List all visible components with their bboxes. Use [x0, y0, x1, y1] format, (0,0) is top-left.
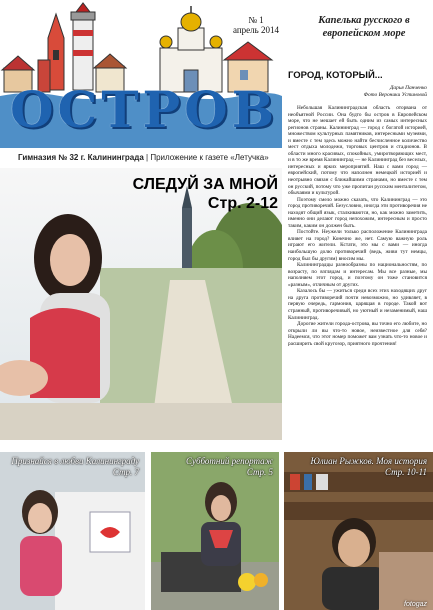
article-paragraph: Постойте. Неужели только расположение Калининграда влияет на город? Конечно же, нет. Самую важную роль играют его жители. Кстати, это мы с вами — иногда наибольшую долю противоречий (ведь, живи тут немцы, город был бы другим) вносим мы.	[288, 229, 427, 262]
article-paragraph: Казалось бы — ужиться среди всех этих находящих друг на друга противоречий почти невозможно, но удивляет, в первую очередь, гармония, царящая в городе. Такой вот странный, противоречивый, но уютный и незаменимый, наш Калининград.	[288, 288, 427, 321]
thumbnail-story-title: Юлиан Рыжков. Моя история	[310, 456, 427, 466]
thumbnail-love-caption	[9, 456, 139, 478]
lighthouse-icon	[71, 3, 95, 90]
cover-headline-pages: Стр. 2-12	[207, 195, 278, 212]
article-body	[288, 105, 427, 347]
thumbnail-love-title: Признайся в любви Калининграду	[11, 456, 139, 466]
thumbnail-report[interactable]	[151, 452, 279, 610]
thumbnail-report-pages: Стр. 5	[246, 467, 273, 477]
supplement-label: Приложение к газете «Летучка»	[150, 153, 269, 162]
editorial-article	[288, 70, 427, 347]
cover-headline-title: СЛЕДУЙ ЗА МНОЙ	[132, 176, 278, 193]
article-paragraph: Дорогие жители города-острова, вы точно его любите, но открыли ли вы что-то новое, неизвестное для себя? Надеемся, что этот номер поможет вам узнать что-то новое и расширить свой кругозор, приятного прочтения!	[288, 321, 427, 347]
thumbnail-story-caption	[287, 456, 427, 478]
issue-date: апрель 2014	[232, 25, 280, 35]
author: Дарья Панченко	[389, 85, 427, 91]
photo-credit: Фото Вероники Устиновой	[363, 92, 427, 98]
thumbnail-report-title: Субботний репортаж	[185, 456, 273, 466]
school-name: Гимназия № 32 г. Калининграда	[18, 153, 144, 162]
watermark: fotogaz	[404, 601, 427, 608]
logo-title: ОСТРОВ	[10, 80, 278, 139]
article-title[interactable]: ГОРОД, КОТОРЫЙ...	[288, 70, 383, 81]
article-paragraph: Поэтому смело можно сказать, что Калининград — это город противоречий. Безусловно, иногда эти противоречия не находят общий язык, сталкиваются, но, как можно заметить, именно они делают город непохожим, интересным и просто таким, каким он должен быть.	[288, 196, 427, 229]
article-paragraph: Небольшая Калининградская область оторвана от необъятной России. Она будто бы остров в Европейском море, что не мешает ей быть одним из самых интересных регионов страны. Калининград — город с богатой историей, множеством культурных памятников, интересными музеями, и вместе с тем здесь можно найти бесчисленное количество мест отдыха молодежи, торговых центров и стадионов. В области много красивых, спокойных, умиротворяющих мест, и в то же время Калининград — не Калининград без веселых, интересных и ярких мероприятий. Наш с вами город — европейский, потому что наполнен немецкой историей и неотрывно связан с ближайшими странами, но вместе с тем он русский, потому что уже пропитан русским менталитетом, обычаями и культурой.	[288, 105, 427, 197]
separator: |	[146, 153, 151, 162]
issue-info	[231, 15, 281, 35]
thumbnail-story[interactable]	[284, 452, 433, 610]
subline	[18, 153, 280, 162]
issue-number: № 1	[248, 15, 264, 25]
byline	[288, 85, 427, 99]
thumbnail-love[interactable]	[0, 452, 145, 610]
slogan: Капелька русского в европейском море	[318, 15, 410, 39]
thumbnail-love-pages: Стр. 7	[112, 467, 139, 477]
cover-headline[interactable]	[118, 175, 278, 213]
thumbnail-story-pages: Стр. 10-11	[385, 467, 427, 477]
article-paragraph: Калининградцы разнообразны по национальностям, по возрасту, по взглядам и интересам. Мы все разные, мы наполняем этот город, и поэтому он тоже становится «разным», отличным от других.	[288, 262, 427, 288]
thumbnail-report-caption	[153, 456, 273, 478]
